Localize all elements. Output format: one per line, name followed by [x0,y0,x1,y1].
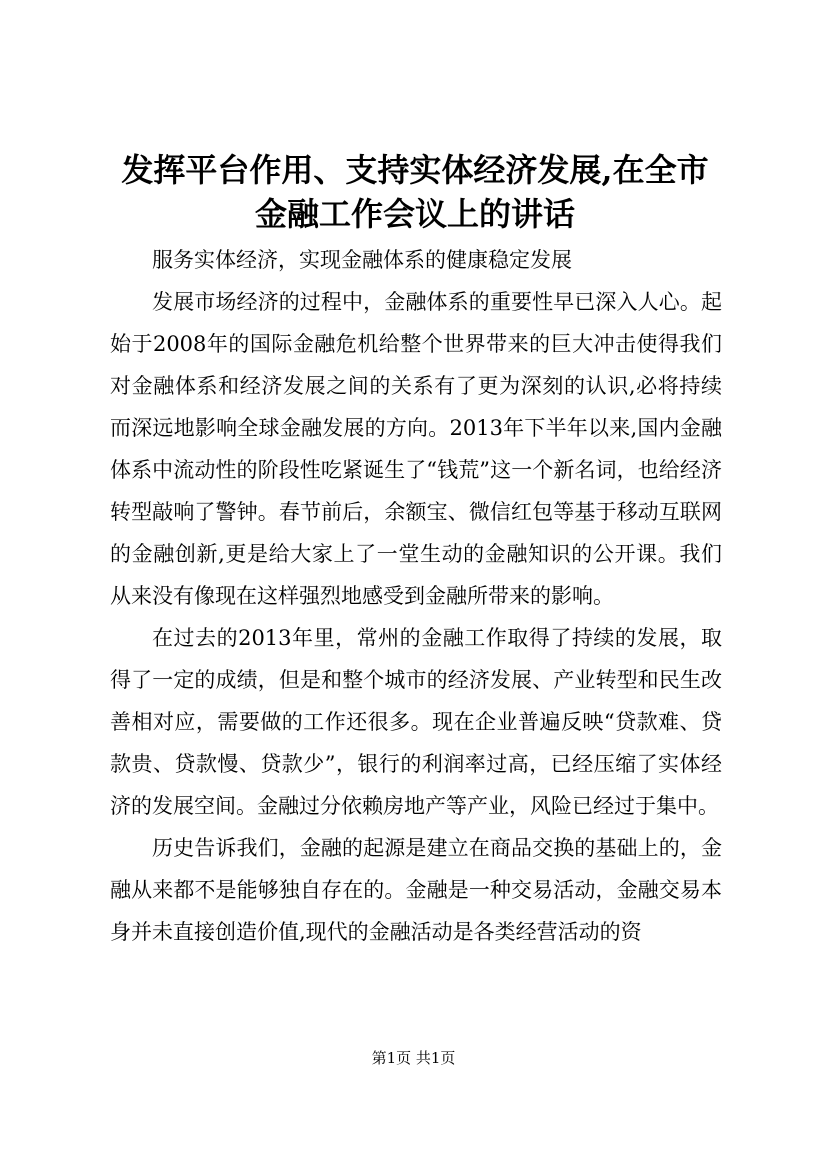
document-title: 发挥平台作用、支持实体经济发展,在全市金融工作会议上的讲话 [121,151,709,233]
paragraph-subtitle: 服务实体经济，实现金融体系的健康稳定发展 [152,248,572,272]
page-footer: 第1页 共1页 [371,1049,456,1067]
paragraph: 在过去的2013年里，常州的金融工作取得了持续的发展，取得了一定的成绩，但是和整个城市的经济发展、产业转型和民生改善相对应，需要做的工作还很多。现在企业普遍反映“贷款难、贷款贵、贷款慢、贷款少”，银行的利润率过高，已经压缩了实体经济的发展空间。金融过分依赖房地产等产业，风险已经过于集中。 [110,626,722,818]
document-body [110,239,722,953]
paragraph: 发展市场经济的过程中，金融体系的重要性早已深入人心。起始于2008年的国际金融危机给整个世界带来的巨大冲击使得我们对金融体系和经济发展之间的关系有了更为深刻的认识,必将持续而深远地影响全球金融发展的方向。2013年下半年以来,国内金融体系中流动性的阶段性吃紧诞生了“钱荒”这一个新名词，也给经济转型敲响了警钟。春节前后，余额宝、微信红包等基于移动互联网的金融创新,更是给大家上了一堂生动的金融知识的公开课。我们从来没有像现在这样强烈地感受到金融所带来的影响。 [110,290,722,608]
paragraph: 历史告诉我们，金融的起源是建立在商品交换的基础上的，金融从来都不是能够独自存在的。金融是一种交易活动，金融交易本身并未直接创造价值,现代的金融活动是各类经营活动的资 [110,836,722,944]
